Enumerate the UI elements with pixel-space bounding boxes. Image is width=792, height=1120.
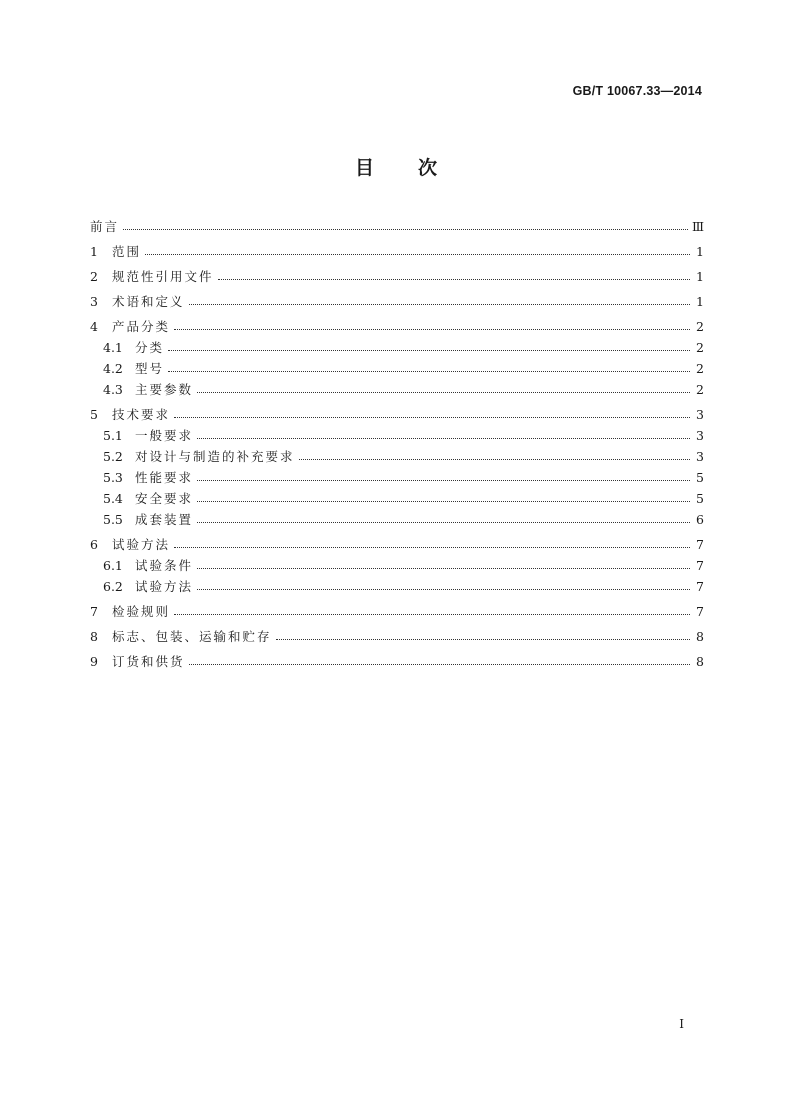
toc-entry[interactable] <box>90 316 704 337</box>
toc-entry-label: 对设计与制造的补充要求 <box>135 449 295 464</box>
toc-entry-number: 8 <box>90 629 98 644</box>
toc-entry[interactable] <box>90 291 704 312</box>
toc-entry[interactable] <box>90 509 704 530</box>
toc-entry-number: 4.3 <box>103 382 123 397</box>
toc-entry-label: 试验条件 <box>135 558 194 573</box>
toc-entry-page: 7 <box>696 604 704 619</box>
toc-entry[interactable] <box>90 555 704 576</box>
toc-entry[interactable] <box>90 404 704 425</box>
toc-entry-number: 9 <box>90 654 98 669</box>
toc-entry-page: 8 <box>696 654 704 669</box>
toc-entry-number: 6.1 <box>103 558 123 573</box>
toc-leader-dots <box>189 663 690 665</box>
toc-leader-dots <box>174 416 690 418</box>
toc-entry-number: 6 <box>90 537 98 552</box>
toc-entry-label: 前言 <box>90 219 120 234</box>
toc-entry[interactable] <box>90 241 704 262</box>
page-number: I <box>679 1017 684 1031</box>
toc-entry-page: 1 <box>696 244 704 259</box>
toc-entry-label: 性能要求 <box>135 470 194 485</box>
toc-entry-page: 8 <box>696 629 704 644</box>
toc-entry[interactable] <box>90 626 704 647</box>
toc-leader-dots <box>174 613 690 615</box>
toc-leader-dots <box>197 521 690 523</box>
toc-leader-dots <box>197 391 690 393</box>
toc-leader-dots <box>174 546 690 548</box>
page-title-char-1: 目 <box>354 157 374 179</box>
toc-entry-number: 5.5 <box>103 512 123 527</box>
toc-entry[interactable] <box>90 467 704 488</box>
toc-entry-number: 6.2 <box>103 579 123 594</box>
toc-entry-number: 5.2 <box>103 449 123 464</box>
toc-entry[interactable] <box>90 379 704 400</box>
standard-number: GB/T 10067.33—2014 <box>572 84 702 98</box>
toc-entry-page: 2 <box>696 340 704 355</box>
toc-entry-number: 5 <box>90 407 98 422</box>
toc-entry[interactable] <box>90 358 704 379</box>
toc-entry-page: 7 <box>696 558 704 573</box>
toc-entry-page: 7 <box>696 537 704 552</box>
toc-leader-dots <box>168 370 690 372</box>
toc-entry-label: 规范性引用文件 <box>112 269 214 284</box>
toc-entry-label: 订货和供货 <box>112 654 185 669</box>
toc-leader-dots <box>123 228 688 230</box>
toc-leader-dots <box>276 638 690 640</box>
toc-entry-number: 4.1 <box>103 340 123 355</box>
toc-entry-label: 分类 <box>135 340 165 355</box>
toc-entry-page: 1 <box>696 294 704 309</box>
toc-entry-number: 4.2 <box>103 361 123 376</box>
toc-entry[interactable] <box>90 266 704 287</box>
toc-leader-dots <box>168 349 690 351</box>
toc-entry-label: 型号 <box>135 361 165 376</box>
toc-leader-dots <box>218 278 690 280</box>
toc-entry-number: 2 <box>90 269 98 284</box>
toc-leader-dots <box>197 567 690 569</box>
toc-entry-number: 5.4 <box>103 491 123 506</box>
toc-entry[interactable] <box>90 576 704 597</box>
toc-entry-label: 安全要求 <box>135 491 194 506</box>
table-of-contents <box>90 216 704 672</box>
toc-entry-label: 主要参数 <box>135 382 194 397</box>
toc-entry-page: 1 <box>696 269 704 284</box>
toc-entry-label: 范围 <box>112 244 142 259</box>
toc-entry[interactable] <box>90 488 704 509</box>
toc-entry-page: 6 <box>696 512 704 527</box>
toc-entry-number: 7 <box>90 604 98 619</box>
toc-leader-dots <box>197 437 690 439</box>
toc-entry[interactable] <box>90 601 704 622</box>
toc-entry-label: 产品分类 <box>112 319 171 334</box>
toc-entry-label: 试验方法 <box>112 537 171 552</box>
toc-entry-number: 5.3 <box>103 470 123 485</box>
toc-entry-page: 3 <box>696 407 704 422</box>
toc-entry-label: 检验规则 <box>112 604 171 619</box>
toc-entry-page: 2 <box>696 361 704 376</box>
toc-entry-page: Ⅲ <box>691 219 704 234</box>
toc-entry-page: 2 <box>696 319 704 334</box>
toc-entry-page: 3 <box>696 449 704 464</box>
toc-leader-dots <box>197 500 690 502</box>
toc-leader-dots <box>189 303 690 305</box>
toc-entry[interactable] <box>90 337 704 358</box>
toc-entry-label: 试验方法 <box>135 579 194 594</box>
toc-entry-number: 3 <box>90 294 98 309</box>
toc-entry[interactable] <box>90 446 704 467</box>
toc-entry-label: 技术要求 <box>112 407 171 422</box>
toc-entry-page: 3 <box>696 428 704 443</box>
page-title-char-2: 次 <box>418 157 438 179</box>
toc-entry[interactable] <box>90 216 704 237</box>
toc-leader-dots <box>197 479 690 481</box>
toc-entry-label: 一般要求 <box>135 428 194 443</box>
toc-leader-dots <box>145 253 690 255</box>
toc-entry[interactable] <box>90 425 704 446</box>
toc-leader-dots <box>299 458 690 460</box>
page-title <box>0 153 792 180</box>
toc-leader-dots <box>197 588 690 590</box>
toc-leader-dots <box>174 328 690 330</box>
toc-entry-page: 2 <box>696 382 704 397</box>
toc-entry[interactable] <box>90 534 704 555</box>
toc-entry-page: 5 <box>696 491 704 506</box>
toc-entry-label: 术语和定义 <box>112 294 185 309</box>
toc-entry[interactable] <box>90 651 704 672</box>
toc-entry-label: 成套装置 <box>135 512 194 527</box>
toc-entry-number: 4 <box>90 319 98 334</box>
toc-entry-number: 1 <box>90 244 98 259</box>
toc-entry-page: 7 <box>696 579 704 594</box>
toc-entry-label: 标志、包装、运输和贮存 <box>112 629 272 644</box>
toc-entry-number: 5.1 <box>103 428 123 443</box>
toc-entry-page: 5 <box>696 470 704 485</box>
